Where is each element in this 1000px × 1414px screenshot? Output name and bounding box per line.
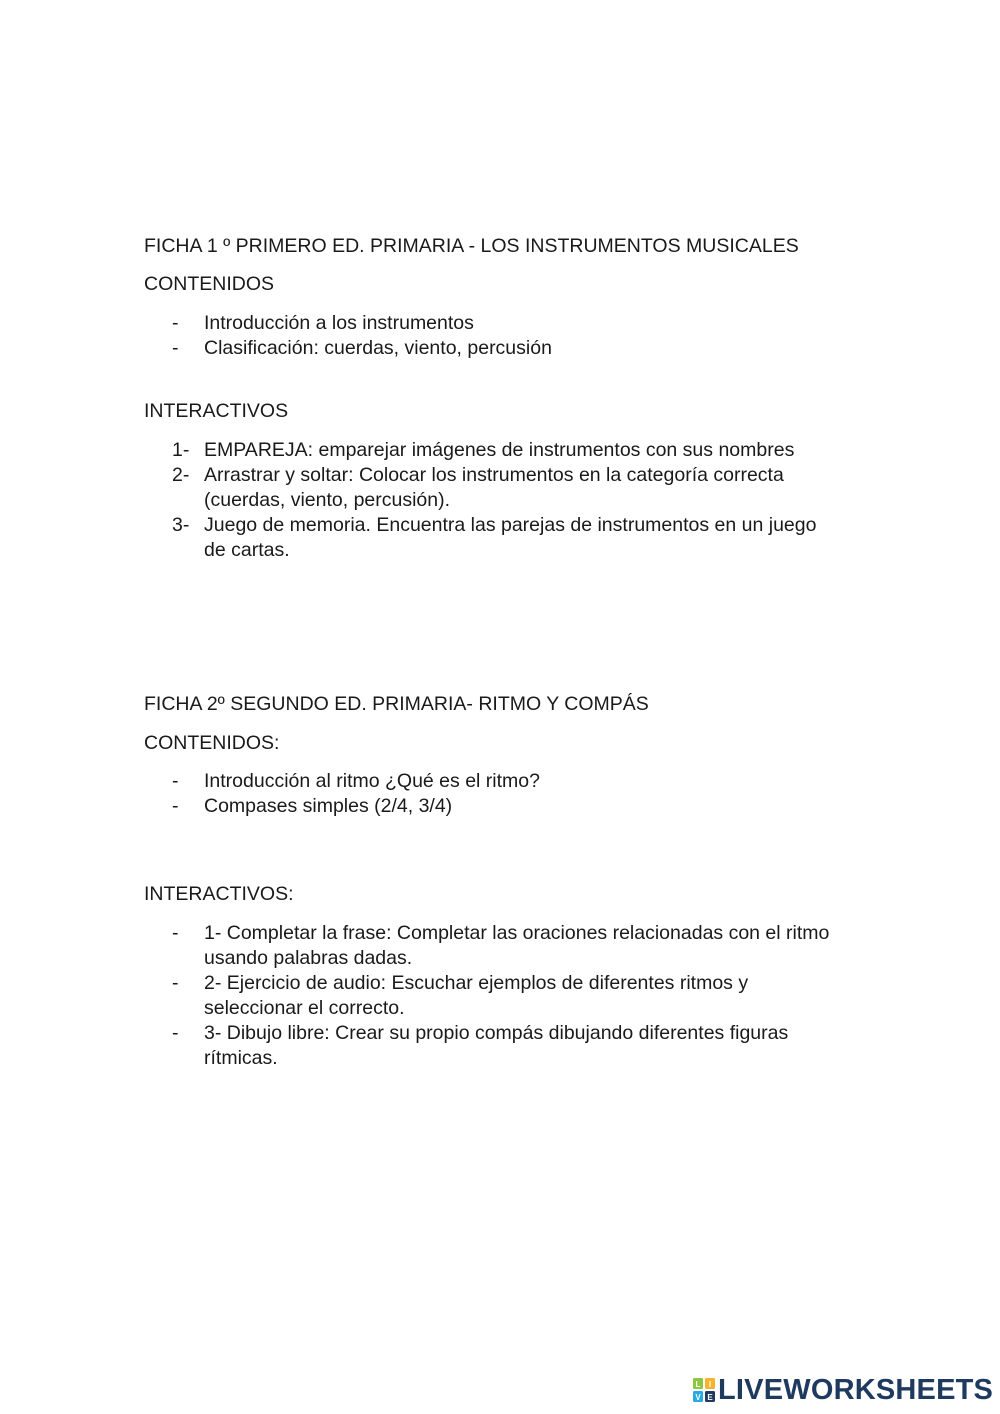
list-marker: - [172,337,179,359]
svg-text:E: E [707,1393,713,1402]
list-item-text: de cartas. [204,539,290,561]
list-marker: - [172,972,179,994]
list-marker: - [172,770,179,792]
list-marker: 3- [172,514,190,536]
ficha2-contenidos-heading: CONTENIDOS: [144,732,280,754]
list-item-text: Arrastrar y soltar: Colocar los instrumentos en la categoría correcta [204,464,784,486]
list-item-text: 1- Completar la frase: Completar las oraciones relacionadas con el ritmo [204,922,830,944]
list-item-text: 3- Dibujo libre: Crear su propio compás dibujando diferentes figuras [204,1022,789,1044]
ficha1-title: FICHA 1 º PRIMERO ED. PRIMARIA - LOS INSTRUMENTOS MUSICALES [144,235,799,257]
list-item-text: usando palabras dadas. [204,947,413,969]
list-item-text: rítmicas. [204,1047,278,1069]
list-item-text: Introducción a los instrumentos [204,312,474,334]
svg-text:I: I [708,1380,712,1389]
list-item-text: seleccionar el correcto. [204,997,405,1019]
list-item-text: 2- Ejercicio de audio: Escuchar ejemplos de diferentes ritmos y [204,972,749,994]
list-marker: - [172,1022,179,1044]
svg-text:L: L [695,1380,701,1389]
list-item-text: Introducción al ritmo ¿Qué es el ritmo? [204,770,540,792]
ficha2-title: FICHA 2º SEGUNDO ED. PRIMARIA- RITMO Y COMPÁS [144,693,649,715]
list-marker: - [172,922,179,944]
svg-text:V: V [695,1393,701,1402]
ficha2-interactivos-heading: INTERACTIVOS: [144,883,294,905]
liveworksheets-logo-icon [693,1378,715,1402]
liveworksheets-logo [693,1376,993,1404]
list-marker: 2- [172,464,190,486]
list-marker: - [172,312,179,334]
list-item-text: Compases simples (2/4, 3/4) [204,795,453,817]
list-marker: 1- [172,439,190,461]
list-item-text: (cuerdas, viento, percusión). [204,489,451,511]
list-marker: - [172,795,179,817]
list-item-text: Clasificación: cuerdas, viento, percusión [204,337,552,359]
liveworksheets-logo-text: LIVEWORKSHEETS [718,1374,994,1406]
list-item-text: EMPAREJA: emparejar imágenes de instrumentos con sus nombres [204,439,795,461]
ficha1-interactivos-heading: INTERACTIVOS [144,400,289,422]
list-item-text: Juego de memoria. Encuentra las parejas de instrumentos en un juego [204,514,817,536]
ficha1-contenidos-heading: CONTENIDOS [144,273,275,295]
